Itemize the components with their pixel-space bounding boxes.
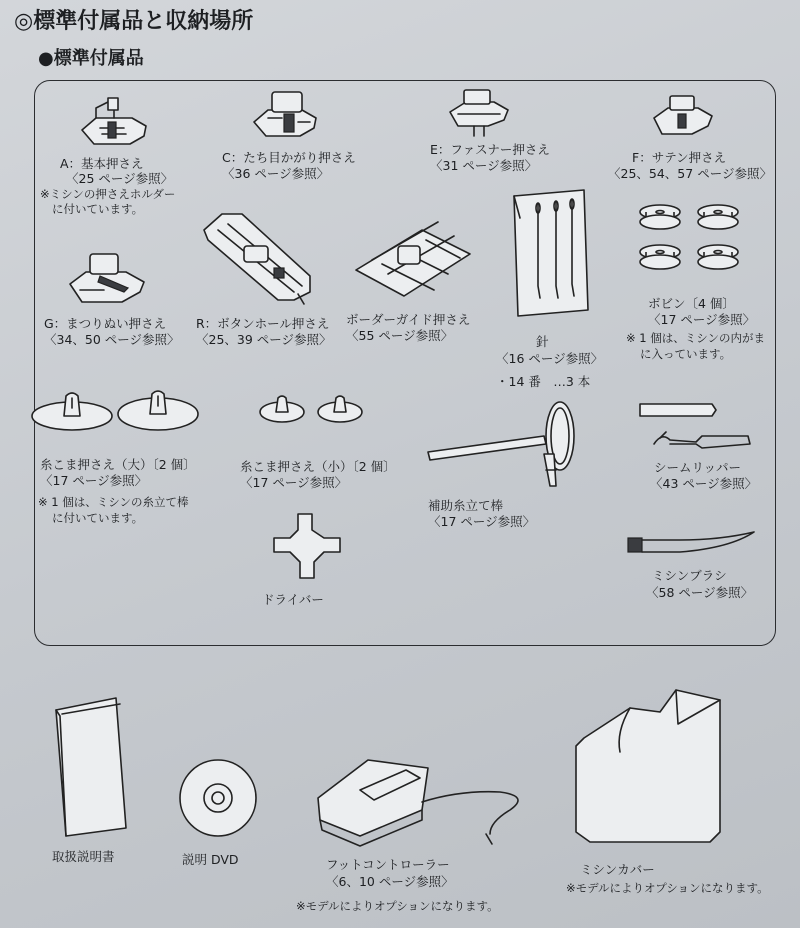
presser-foot-g-illustration — [64, 246, 154, 310]
foot-e-ref: 〈31 ページ参照〉 — [430, 158, 538, 173]
manual-label: 取扱説明書 — [52, 849, 115, 864]
seam-ripper-label: シームリッパー — [654, 460, 742, 475]
seam-ripper-ref: 〈43 ページ参照〉 — [650, 476, 758, 491]
spool-caps-small-illustration — [256, 390, 368, 430]
spool-cap-large-ref: 〈17 ページ参照〉 — [40, 473, 148, 488]
foot-controller-note: ※モデルによりオプションになります。 — [296, 899, 499, 913]
bobbin-note-2: に入っています。 — [640, 347, 732, 361]
spool-cap-large-note-1: ※ 1 個は、ミシンの糸立て棒 — [38, 495, 189, 509]
presser-foot-e-illustration — [444, 86, 514, 142]
foot-g-label: G：まつりぬい押さえ — [44, 316, 167, 331]
spool-cap-large-note-2: に付いています。 — [52, 511, 144, 525]
bobbin-ref: 〈17 ページ参照〉 — [648, 312, 756, 327]
needles-pack-illustration — [508, 186, 592, 318]
border-guide-label: ボーダーガイド押さえ — [346, 312, 471, 327]
foot-a-label: A：基本押さえ — [60, 156, 144, 171]
brush-ref: 〈58 ページ参照〉 — [646, 585, 754, 600]
foot-f-ref: 〈25、54、57 ページ参照〉 — [608, 166, 772, 181]
spool-pin-illustration — [424, 400, 584, 496]
brush-illustration — [620, 530, 760, 562]
border-guide-ref: 〈55 ページ参照〉 — [346, 328, 454, 343]
presser-foot-r-illustration — [198, 206, 322, 306]
spool-cap-large-label: 糸こま押さえ（大）〔2 個〕 — [40, 457, 196, 472]
needle-ref: 〈16 ページ参照〉 — [496, 351, 604, 366]
spool-caps-large-illustration — [30, 380, 202, 436]
page-title: ◎標準付属品と収納場所 — [14, 9, 254, 34]
spool-pin-ref: 〈17 ページ参照〉 — [428, 514, 536, 529]
foot-c-label: C：たち目かがり押さえ — [222, 150, 356, 165]
brush-label: ミシンブラシ — [652, 568, 727, 583]
cover-label: ミシンカバー — [580, 862, 655, 877]
needle-qty: ・14 番 …3 本 — [496, 374, 591, 389]
spool-cap-small-ref: 〈17 ページ参照〉 — [240, 475, 348, 490]
foot-r-ref: 〈25、39 ページ参照〉 — [196, 332, 332, 347]
bobbin-label: ボビン〔4 個〕 — [648, 296, 735, 311]
seam-ripper-illustration — [636, 400, 756, 456]
foot-c-ref: 〈36 ページ参照〉 — [222, 166, 330, 181]
foot-controller-ref: 〈6、10 ページ参照〉 — [326, 874, 454, 889]
screwdriver-illustration — [268, 510, 348, 582]
bobbins-illustration — [632, 190, 748, 282]
foot-a-note-2: に付いています。 — [52, 202, 144, 216]
foot-f-label: F：サテン押さえ — [632, 150, 727, 165]
screwdriver-label: ドライバー — [262, 592, 324, 607]
presser-foot-f-illustration — [648, 90, 718, 144]
dvd-label: 説明 DVD — [182, 852, 239, 867]
bobbin-note-1: ※ 1 個は、ミシンの内がま — [626, 331, 765, 345]
presser-foot-a-illustration — [74, 94, 154, 154]
sewing-machine-cover-illustration — [570, 682, 726, 852]
foot-r-label: R：ボタンホール押さえ — [196, 316, 330, 331]
foot-g-ref: 〈34、50 ページ参照〉 — [44, 332, 180, 347]
cover-note: ※モデルによりオプションになります。 — [566, 881, 769, 895]
spool-cap-small-label: 糸こま押さえ（小）〔2 個〕 — [240, 459, 396, 474]
foot-e-label: E：ファスナー押さえ — [430, 142, 550, 157]
foot-a-note-1: ※ミシンの押さえホルダー — [40, 187, 176, 201]
foot-controller-label: フットコントローラー — [326, 857, 450, 872]
manual-illustration — [50, 696, 132, 838]
dvd-illustration — [176, 756, 260, 840]
presser-foot-c-illustration — [248, 88, 324, 148]
section-title: ●標準付属品 — [38, 48, 144, 69]
needle-label: 針 — [536, 334, 549, 349]
border-guide-foot-illustration — [352, 220, 474, 300]
foot-controller-illustration — [310, 750, 536, 850]
foot-a-ref: 〈25 ページ参照〉 — [66, 171, 174, 186]
spool-pin-label: 補助糸立て棒 — [428, 498, 504, 513]
